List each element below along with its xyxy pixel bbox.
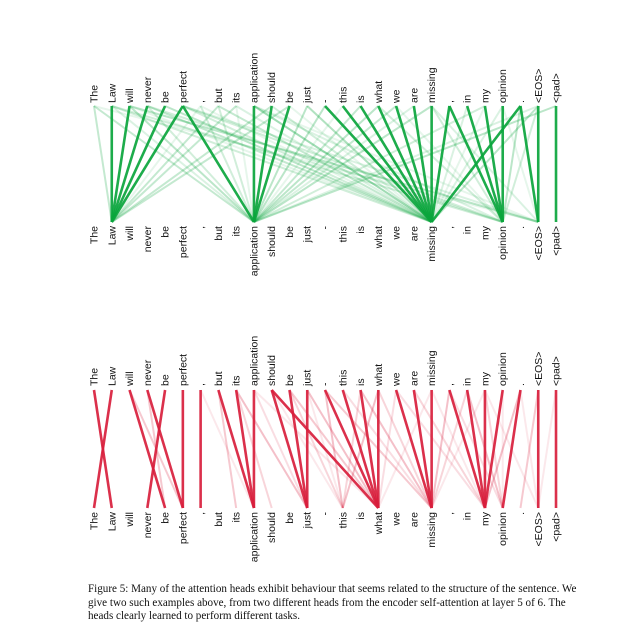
target-token-label: is bbox=[355, 226, 368, 234]
target-token-label: will bbox=[124, 226, 137, 241]
target-token-label: <EOS> bbox=[532, 226, 545, 261]
target-token-label: - bbox=[319, 512, 332, 516]
target-token-label: never bbox=[141, 512, 154, 539]
target-token-label: but bbox=[212, 512, 225, 527]
source-token-label: <EOS> bbox=[532, 68, 545, 103]
source-token-label: Law bbox=[106, 366, 119, 386]
target-token-label: its bbox=[230, 512, 243, 523]
target-token-label: opinion bbox=[497, 225, 510, 260]
source-token-label: <EOS> bbox=[532, 351, 545, 386]
source-token-label: <pad> bbox=[550, 356, 563, 386]
source-token-label: opinion bbox=[497, 69, 510, 103]
weak-attention-link bbox=[432, 390, 468, 508]
weak-attention-link bbox=[538, 390, 556, 508]
strong-attention-link bbox=[503, 390, 521, 508]
source-token-label: will bbox=[124, 88, 137, 103]
target-token-label: be bbox=[283, 226, 296, 238]
target-token-label: what bbox=[372, 512, 385, 535]
target-token-label: , bbox=[195, 512, 208, 515]
target-token-label: , bbox=[195, 226, 208, 229]
target-token-label: we bbox=[390, 226, 403, 240]
target-token-label: my bbox=[479, 226, 492, 240]
source-token-label: application bbox=[248, 335, 261, 386]
source-token-label: missing bbox=[426, 67, 439, 103]
weak-attention-link bbox=[307, 390, 378, 508]
source-token-label: is bbox=[355, 95, 368, 103]
target-token-label: The bbox=[88, 226, 101, 245]
source-token-label: are bbox=[408, 87, 421, 103]
target-token-label: is bbox=[355, 512, 368, 520]
source-token-label: just bbox=[301, 86, 314, 103]
source-token-label: just bbox=[301, 369, 314, 386]
strong-attention-link bbox=[396, 390, 432, 508]
source-token-label: in bbox=[461, 377, 474, 386]
red-attention-head bbox=[89, 336, 563, 563]
source-token-label: missing bbox=[426, 350, 439, 386]
target-token-label: application bbox=[248, 226, 261, 277]
source-token-label: Law bbox=[106, 83, 119, 103]
target-token-label: we bbox=[390, 512, 403, 526]
source-token-label: . bbox=[514, 383, 527, 386]
target-token-label: this bbox=[337, 226, 350, 243]
figure-caption: Figure 5: Many of the attention heads exhibit behaviour that seems related to the structure of the sentence. We give two such examples above, from two different heads from the encoder self-attention at layer 5 of 6. The heads clearly learned to perform different tasks. bbox=[88, 583, 577, 623]
target-token-label: missing bbox=[426, 226, 439, 262]
strong-attention-link bbox=[130, 390, 166, 508]
target-token-label: just bbox=[301, 512, 314, 529]
target-token-label: are bbox=[408, 226, 421, 242]
strong-attention-link bbox=[218, 390, 254, 508]
target-token-label: application bbox=[248, 512, 261, 563]
source-token-label: this bbox=[337, 369, 350, 386]
target-token-label: , bbox=[443, 226, 456, 229]
source-token-label: - bbox=[319, 99, 332, 103]
source-token-label: will bbox=[124, 371, 137, 386]
target-token-label: perfect bbox=[177, 226, 190, 259]
target-token-label: its bbox=[230, 226, 243, 237]
source-token-label: be bbox=[283, 91, 296, 103]
source-token-label: be bbox=[159, 91, 172, 103]
target-token-label: <EOS> bbox=[532, 512, 545, 547]
source-token-label: , bbox=[195, 383, 208, 386]
target-token-label: The bbox=[88, 512, 101, 531]
source-token-label: my bbox=[479, 372, 492, 386]
source-token-label: , bbox=[443, 383, 456, 386]
source-token-label: its bbox=[230, 375, 243, 386]
source-token-label: never bbox=[141, 359, 154, 386]
source-token-label: is bbox=[355, 378, 368, 386]
target-token-label: . bbox=[514, 226, 527, 229]
source-token-label: never bbox=[141, 76, 154, 103]
target-token-label: perfect bbox=[177, 512, 190, 545]
target-token-label: be bbox=[159, 226, 172, 238]
target-token-label: but bbox=[212, 226, 225, 241]
target-token-label: this bbox=[337, 512, 350, 529]
target-token-label: should bbox=[266, 512, 279, 543]
strong-attention-link bbox=[147, 390, 183, 508]
weak-attention-link bbox=[94, 106, 112, 222]
target-token-label: <pad> bbox=[550, 226, 563, 256]
target-token-label: , bbox=[443, 512, 456, 515]
source-token-label: we bbox=[390, 372, 403, 386]
target-token-label: <pad> bbox=[550, 512, 563, 542]
target-token-label: Law bbox=[106, 226, 119, 246]
source-token-label: are bbox=[408, 370, 421, 386]
source-token-label: but bbox=[212, 371, 225, 386]
source-token-label: perfect bbox=[177, 70, 190, 103]
source-token-label: in bbox=[461, 94, 474, 103]
source-token-label: The bbox=[88, 367, 101, 386]
source-token-label: be bbox=[159, 374, 172, 386]
source-token-label: perfect bbox=[177, 353, 190, 386]
source-token-label: its bbox=[230, 92, 243, 103]
target-token-label: Law bbox=[106, 512, 119, 532]
target-token-label: never bbox=[141, 226, 154, 253]
source-token-label: this bbox=[337, 86, 350, 103]
target-token-label: will bbox=[124, 512, 137, 527]
source-token-label: what bbox=[372, 80, 385, 103]
target-token-label: missing bbox=[426, 512, 439, 548]
target-token-label: my bbox=[479, 512, 492, 526]
source-token-label: what bbox=[372, 363, 385, 386]
source-token-label: - bbox=[319, 382, 332, 386]
target-token-label: in bbox=[461, 226, 474, 235]
target-token-label: - bbox=[319, 226, 332, 230]
source-token-label: application bbox=[248, 52, 261, 103]
source-token-label: be bbox=[283, 374, 296, 386]
target-token-label: be bbox=[283, 512, 296, 524]
source-token-label: my bbox=[479, 89, 492, 103]
source-token-label: should bbox=[266, 355, 279, 386]
source-token-label: we bbox=[390, 89, 403, 103]
strong-attention-link bbox=[449, 390, 485, 508]
source-token-label: . bbox=[514, 100, 527, 103]
source-token-label: The bbox=[88, 84, 101, 103]
target-token-label: . bbox=[514, 512, 527, 515]
target-token-label: be bbox=[159, 512, 172, 524]
source-token-label: , bbox=[443, 100, 456, 103]
source-token-label: opinion bbox=[497, 352, 510, 386]
target-token-label: should bbox=[266, 226, 279, 257]
target-token-label: are bbox=[408, 512, 421, 528]
green-attention-head bbox=[89, 53, 563, 277]
target-token-label: opinion bbox=[497, 511, 510, 546]
source-token-label: , bbox=[195, 100, 208, 103]
source-token-label: should bbox=[266, 72, 279, 103]
target-token-label: just bbox=[301, 226, 314, 243]
source-token-label: <pad> bbox=[550, 73, 563, 103]
source-token-label: but bbox=[212, 88, 225, 103]
target-token-label: what bbox=[372, 226, 385, 249]
target-token-label: in bbox=[461, 512, 474, 521]
